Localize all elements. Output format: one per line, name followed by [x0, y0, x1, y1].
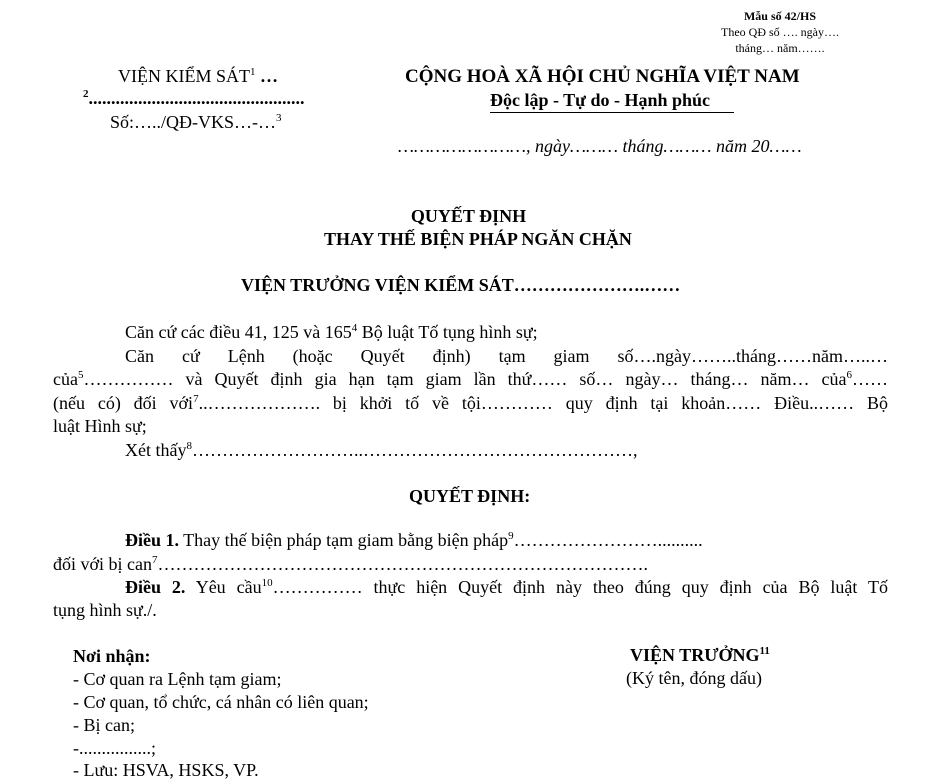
document-number: Số:…../QĐ-VKS…-…$^3$: [110, 112, 282, 132]
legal-basis-1: Căn cứ các điều 41, 125 và $165^4$ Bộ luật Tố tụng hình sự;: [125, 322, 538, 342]
recipient-item: - Cơ quan ra Lệnh tạm giam;: [73, 669, 282, 689]
legal-basis-2-line1: Căn cứ Lệnh (hoặc Quyết định) tạm giam số….ngày……..tháng……năm…..…: [125, 346, 888, 366]
recipient-item: - Cơ quan, tổ chức, cá nhân có liên quan;: [73, 692, 369, 712]
document-title: QUYẾT ĐỊNH: [410, 206, 527, 226]
form-code-line3: tháng… năm…….: [735, 41, 825, 55]
form-code-line2: Theo QĐ số …. ngày….: [721, 25, 839, 39]
form-code-title: Mẫu số 42/HS: [743, 9, 816, 23]
legal-basis-2-line3: (nếu có) đối với$^7$..………………. bị khởi tố về tội………… quy định tại khoản…… Điều..…… Bộ: [53, 393, 888, 413]
recipient-item: - Bị can;: [73, 715, 135, 735]
recipients-heading: Nơi nhận:: [73, 646, 151, 666]
recipient-item: -................;: [73, 738, 156, 758]
signature-title: VIỆN TRƯỞNG$^{11}$: [630, 645, 770, 665]
legal-basis-2-line2: của$^5$…………… và Quyết định gia hạn tạm giam lần thứ…… số… ngày… tháng… năm… của$^6$……: [53, 369, 888, 389]
article-1-line2: đối với bị can$^7$……………………………………………………………………….: [53, 554, 648, 574]
agency-unit: $^2$................................................: [83, 88, 305, 108]
country-name: CỘNG HOÀ XÃ HỘI CHỦ NGHĨA VIỆT NAM: [405, 66, 800, 87]
document-subtitle: THAY THẾ BIỆN PHÁP NGĂN CHẶN: [324, 229, 632, 249]
signature-note: (Ký tên, đóng dấu): [626, 668, 762, 688]
consideration-line: Xét thấy$^8$………………………..………………………………………,: [125, 440, 638, 460]
legal-basis-2-line4: luật Hình sự;: [53, 416, 147, 436]
article-2: Điều 2. Yêu cầu$^{10}$…………… thực hiện Quyết định này theo đúng quy định của Bộ luật Tố: [125, 577, 888, 597]
article-2-line2: tụng hình sự./.: [53, 600, 157, 620]
decision-heading: QUYẾT ĐỊNH:: [409, 486, 531, 506]
agency-name: VIỆN KIỂM SÁT$^1$ …: [118, 66, 278, 86]
article-1: Điều 1. Thay thế biện pháp tạm giam bằng biện pháp$^9$……………………..........: [125, 530, 703, 550]
dateline: ……………………, ngày……… tháng……… năm 20……: [398, 136, 802, 156]
motto-underline: [490, 112, 734, 113]
form-code: [700, 8, 860, 56]
recipient-item: - Lưu: HSVA, HSKS, VP.: [73, 760, 259, 780]
national-motto: Độc lập - Tự do - Hạnh phúc: [490, 90, 711, 110]
issuer-line: VIỆN TRƯỞNG VIỆN KIỂM SÁT………………….……: [241, 275, 681, 295]
